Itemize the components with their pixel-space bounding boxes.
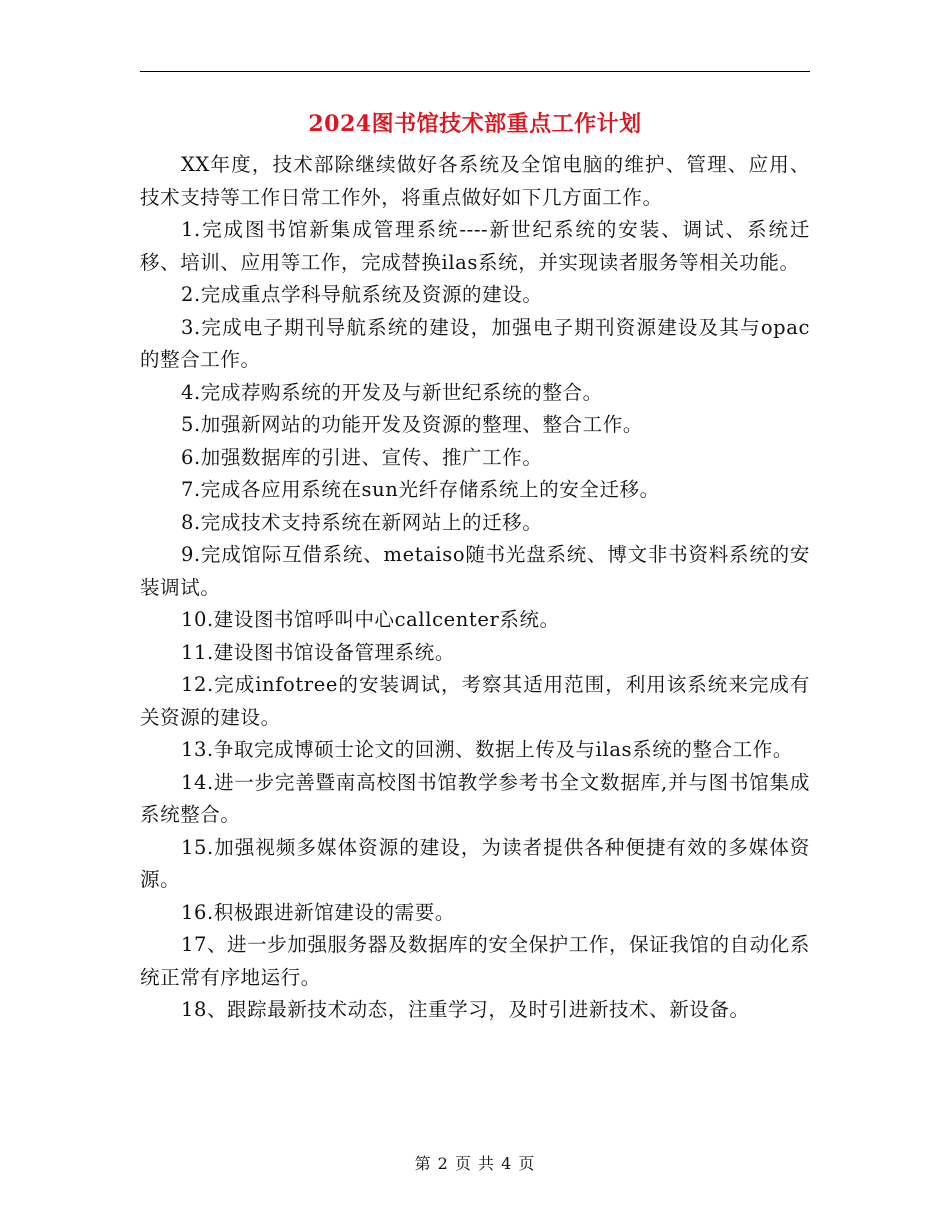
header-rule [140,71,810,72]
list-item: 9.完成馆际互借系统、metaiso随书光盘系统、博文非书资料系统的安装调试。 [140,543,810,599]
list-item: 3.完成电子期刊导航系统的建设，加强电子期刊资源建设及其与opac的整合工作。 [140,315,810,371]
list-item: 5.加强新网站的功能开发及资源的整理、整合工作。 [180,413,643,436]
list-item: 8.完成技术支持系统在新网站上的迁移。 [180,510,543,534]
list-item: 18、跟踪最新技术动态，注重学习，及时引进新技术、新设备。 [180,998,750,1021]
document-body [140,149,810,1027]
paragraph-intro: XX年度，技术部除继续做好各系统及全馆电脑的维护、管理、应用、技术支持等工作日常工作外，将重点做好如下几方面工作。 [140,153,810,209]
document-title: 2024图书馆技术部重点工作计划 [308,111,642,137]
page-number-footer: 第 2 页 共 4 页 [414,1154,536,1173]
list-item: 1.完成图书馆新集成管理系统----新世纪系统的安装、调试、系统迁移、培训、应用等工作，完成替换ilas系统，并实现读者服务等相关功能。 [140,218,810,274]
list-item: 11.建设图书馆设备管理系统。 [180,640,455,664]
list-item: 2.完成重点学科导航系统及资源的建设。 [180,283,543,306]
list-item: 14.进一步完善暨南高校图书馆教学参考书全文数据库,并与图书馆集成系统整合。 [140,770,810,826]
list-item: 7.完成各应用系统在sun光纤存储系统上的安全迁移。 [180,478,660,501]
list-item: 17、进一步加强服务器及数据库的安全保护工作，保证我馆的自动化系统正常有序地运行。 [140,933,810,989]
list-item: 16.积极跟进新馆建设的需要。 [180,900,455,924]
list-item: 4.完成荐购系统的开发及与新世纪系统的整合。 [180,380,603,404]
list-item: 15.加强视频多媒体资源的建设，为读者提供各种便捷有效的多媒体资源。 [140,835,810,891]
list-item: 12.完成infotree的安装调试，考察其适用范围，利用该系统来完成有关资源的建设。 [140,673,810,729]
list-item: 10.建设图书馆呼叫中心callcenter系统。 [180,608,560,631]
list-item: 6.加强数据库的引进、宣传、推广工作。 [180,445,543,469]
list-item: 13.争取完成博硕士论文的回溯、数据上传及与ilas系统的整合工作。 [180,738,793,761]
